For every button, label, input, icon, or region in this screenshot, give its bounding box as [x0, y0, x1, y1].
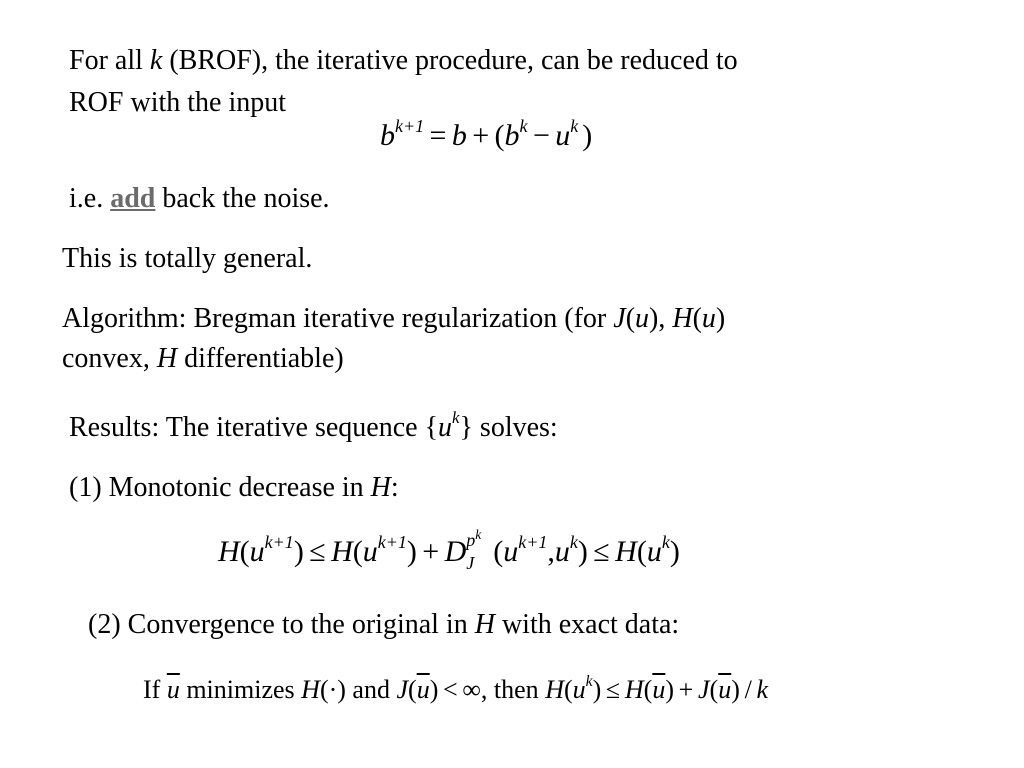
text-line-add-back: i.e. add back the noise. [69, 183, 330, 214]
text-line-results: Results: The iterative sequence $\{u^k\}$ solves: [69, 408, 558, 443]
text-line-brof: For all k (BROF), the iterative procedure, can be reduced to [69, 45, 738, 76]
text-line-general: This is totally general. [62, 243, 313, 274]
add-link[interactable]: add [110, 183, 156, 214]
text-line-algorithm: Algorithm: Bregman iterative regularization (for J(u), H(u) [62, 303, 726, 334]
text-line-rof-input: ROF with the input [69, 87, 287, 118]
equation-convergence-bound: If $\overline{u}$ minimizes H(·) and $J(\overline{u})$ < ∞, then $H(u^k) \le H(\overline{u}) + J(\overline{u}) / k$ [143, 673, 769, 704]
text-line-monotonic: (1) Monotonic decrease in H: [69, 472, 399, 503]
text-line-convex: convex, H differentiable) [62, 343, 344, 374]
text-line-convergence: (2) Convergence to the original in H with exact data: [88, 609, 680, 640]
equation-monotonic-decrease: $H(u^{k+1}) \le H(u^{k+1}) + D$ $p^k$ J $(u^{k+1},u^k) \le H(u^k)$ [218, 526, 680, 573]
equation-bregman-update: $b^{k+1} = b + (b^k - u^k$ ) [380, 115, 593, 152]
